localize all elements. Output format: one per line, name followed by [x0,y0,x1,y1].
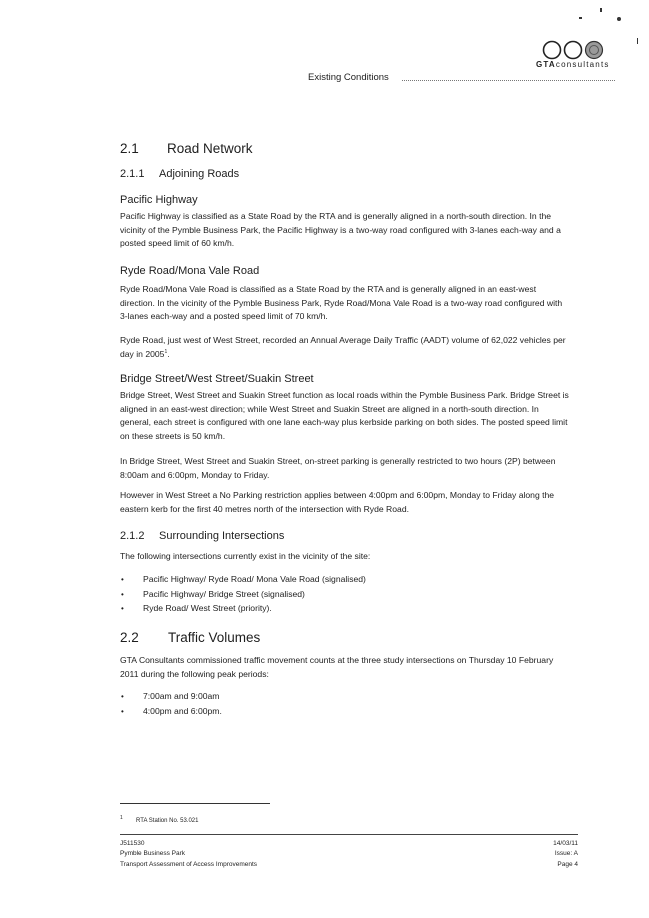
logo-wordmark: GTAconsultants [536,60,610,69]
paragraph-bridge-street-function: Bridge Street, West Street and Suakin Street function as local roads within the Pymble Business Park. Bridge Street is aligned in an east-west direction; while West Street and Suakin Street are aligned in a north-south direction. In general, each street is configured with one lane each-way plus kerbside parking on both sides. The posted speed limit on these streets is 50 km/h. [120,390,569,441]
list-item: • 4:00pm and 6:00pm. [121,705,222,716]
footer-project: Pymble Business Park [120,850,186,858]
scan-mark [637,38,638,44]
footer-right [553,839,578,870]
heading-bridge-street: Bridge Street/West Street/Suakin Street [120,373,314,385]
footer-date: 14/03/11 [553,840,578,847]
paragraph-traffic-volumes: GTA Consultants commissioned traffic movement counts at the three study intersections on Thursday 10 February 2011 during the following peak periods: [120,655,554,679]
list-item: • Pacific Highway/ Ryde Road/ Mona Vale Road (signalised) [121,574,366,584]
running-header-title: Existing Conditions [308,72,389,83]
scan-mark [579,17,582,19]
paragraph-intersections-intro: The following intersections currently exist in the vicinity of the site: [120,551,371,561]
footer-report-title: Transport Assessment of Access Improvements [120,860,258,868]
header-rule [402,80,615,81]
paragraph-bridge-street-parking: In Bridge Street, West Street and Suakin Street, on-street parking is generally restricted to two hours (2P) between 8:00am and 6:00pm, Monday to Friday. [120,456,556,480]
footnote-text: RTA Station No. 53.021 [136,818,199,824]
footer-job-number: J511530 [120,840,145,847]
footer-page-number: Page 4 [557,860,578,868]
paragraph-ryde-road-classification: Ryde Road/Mona Vale Road is classified as a State Road by the RTA and is generally aligned in an east-west direction. In the vicinity of the Pymble Business Park, Ryde Road/Mona Vale Road is a two-way road configured with 3-lanes each-way and a posted speed limit of 70 km/h. [120,284,563,321]
list-item: • Ryde Road/ West Street (priority). [121,603,272,613]
heading-pacific-highway: Pacific Highway [120,194,198,206]
footnote-reference: 1 [164,348,168,355]
scan-mark [617,17,621,21]
paragraph-west-street-no-parking: However in West Street a No Parking restriction applies between 4:00pm and 6:00pm, Monday to Friday along the eastern kerb for the first 40 metres north of the intersection with Ryde Road. [120,490,555,514]
footer-issue: Issue: A [554,850,578,858]
document-page: GTAconsultants Existing Conditions 2.1 Road Network 2.1.1 Adjoining Roads Pacific Highway Pacific Highway is classified as a State Road by the RTA and is generally aligned in a north-south direction. In the vicinity of the Pymble Business Park, the Pacific Highway is a two-way road configured with 3-lanes each-way and a posted speed limit of 60 km/h. Ryde Road/Mona Vale Road Ryde Road/Mona Vale Road is classified as a State Road by the RTA and is generally aligned in an east-west direction. In the vicinity of the Pymble Business Park, Ryde Road/Mona Vale Road is a two-way road configured with 3-lanes each-way and a posted speed limit of 70 km/h. Ryde Road, just west of West Street, recorded an Annual Average Daily Traffic (AADT) volume of 62,022 vehicles per day in 2005$^1$. Bridge Street/West Street/Suakin Street Bridge Street, West Street and Suakin Street function as local roads within the Pymble Business Park. Bridge Street is aligned in an east-west direction; while West Street and Suakin Street are aligned in a north-south direction. In general, each street is configured with one lane each-way plus kerbside parking on both sides. The posted speed limit on these streets is 50 km/h. In Bridge Street, West Street and Suakin Street, on-street parking is generally restricted to two hours (2P) between 8:00am and 6:00pm, Monday to Friday. However in West Street a No Parking restriction applies between 4:00pm and 6:00pm, Monday to Friday along the eastern kerb for the first 40 metres north of the intersection with Ryde Road. 2.1.2 Surrounding Intersections The following intersections currently exist in the vicinity of the site: • Pacific Highway/ Ryde Road/ Mona Vale Road (signalised) • Pacific Highway/ Bridge Street (signalised) • Ryde Road/ West Street (priority). 2.2 Traffic Volumes GTA Consultants commissioned traffic movement counts at the three study intersections on Thursday 10 February 2011 during the following peak periods: • 7:00am and 9:00am • 4:00pm and 6:00pm. 1 RTA Station No. 53.021 J511530 Pymble Business Park Transport Assessment of Access Improvements 14/03/11 Issue: A Page 4 [0,0,649,918]
intersections-list [120,573,572,617]
scan-mark [600,8,602,12]
list-item: • 7:00am and 9:00am [121,691,220,701]
paragraph-pacific-highway: Pacific Highway is classified as a State Road by the RTA and is generally aligned in a north-south direction. In the vicinity of the Pymble Business Park, the Pacific Highway is a two-way road configured with 3-lanes each-way and a posted speed limit of 60 km/h. [120,211,561,248]
footnote-mark: 1 [120,815,123,821]
peak-periods-list [120,690,572,719]
gta-logo [536,40,616,69]
list-item: • Pacific Highway/ Bridge Street (signalised) [121,588,305,599]
footnote-rule [120,803,270,804]
footer-rule [120,834,578,835]
logo-circles-icon [540,40,606,60]
footer-left [120,839,257,870]
paragraph-ryde-road-aadt: Ryde Road, just west of West Street, recorded an Annual Average Daily Traffic (AADT) volume of 62,022 vehicles per day in 2005$^1$. [120,335,566,359]
heading-ryde-road: Ryde Road/Mona Vale Road [120,265,260,277]
